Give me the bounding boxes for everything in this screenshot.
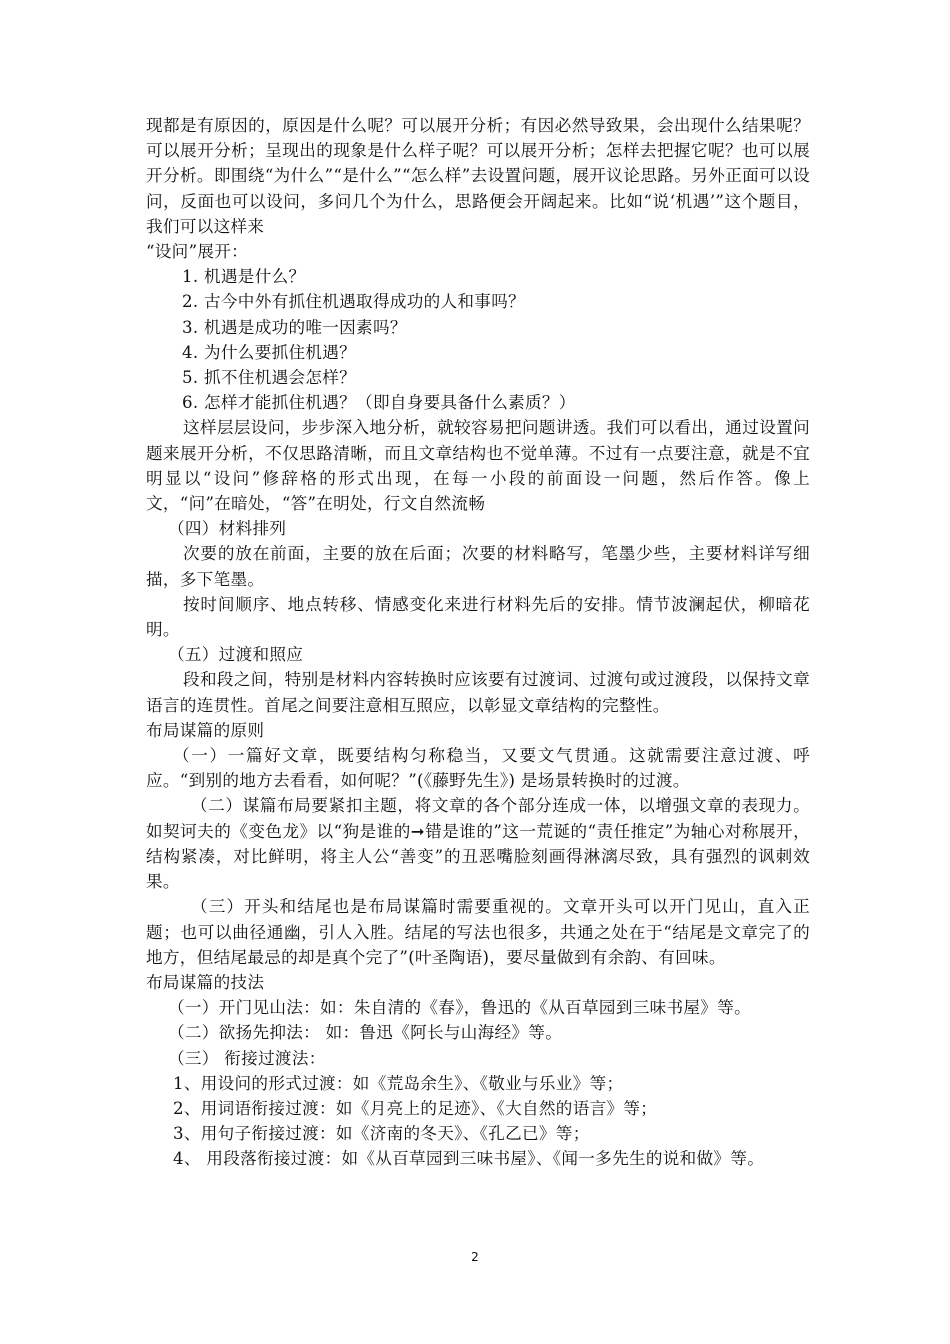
paragraph: （一）开门见山法：如：朱自清的《春》，鲁迅的《从百草园到三味书屋》等。 [168, 998, 751, 1018]
paragraph: （三） 衔接过渡法： [168, 1048, 326, 1068]
section-heading: 布局谋篇的原则 [146, 720, 265, 740]
list-item: 6. 怎样才能抓住机遇？（即自身要具备什么素质？） [182, 393, 576, 413]
list-item: 1、用设问的形式过渡：如《荒岛余生》、《敬业与乐业》等； [173, 1073, 624, 1093]
list-item: 5. 抓不住机遇会怎样？ [182, 368, 357, 388]
list-item: 2、用词语衔接过渡：如《月亮上的足迹》、《大自然的语言》等； [173, 1098, 658, 1118]
document-body [146, 113, 810, 1172]
page-number: 2 [471, 1250, 479, 1264]
section-heading: （五）过渡和照应 [168, 645, 304, 665]
paragraph: 按时间顺序、地点转移、情感变化来进行材料先后的安排。情节波澜起伏，柳暗花明。 [146, 594, 810, 640]
list-item: 4、 用段落衔接过渡：如《从百草园到三味书屋》、《闻一多先生的说和做》等。 [173, 1149, 765, 1169]
section-heading: （四）材料排列 [168, 519, 287, 539]
paragraph: “设问”展开： [146, 242, 249, 262]
list-item: 4. 为什么要抓住机遇？ [182, 342, 357, 362]
paragraph: 段和段之间，特别是材料内容转换时应该要有过渡词、过渡句或过渡段，以保持文章语言的连贯性。首尾之间要注意相互照应，以彰显文章结构的完整性。 [146, 670, 810, 715]
section-heading: 布局谋篇的技法 [146, 972, 265, 992]
paragraph: （二）谋篇布局要紧扣主题，将文章的各个部分连成一体，以增强文章的表现力。如契诃夫的《变色龙》以“狗是谁的➞错是谁的”这一荒诞的“责任推定”为轴心对称展开，结构紧凑，对比鲜明，将主人公“善变”的丑恶嘴脸刻画得淋漓尽致，具有强烈的讽刺效果。 [146, 796, 810, 892]
list-item: 3. 机遇是成功的唯一因素吗？ [182, 317, 407, 337]
paragraph: 次要的放在前面，主要的放在后面；次要的材料略写，笔墨少些，主要材料详写细描，多下笔墨。 [146, 544, 810, 589]
list-item: 2. 古今中外有抓住机遇取得成功的人和事吗？ [182, 292, 525, 312]
paragraph: （三）开头和结尾也是布局谋篇时需要重视的。文章开头可以开门见山，直入正题；也可以曲径通幽，引人入胜。结尾的写法也很多，共通之处在于“结尾是文章完了的地方，但结尾最忌的却是真个完了”(叶圣陶语)，要尽量做到有余韵、有回味。 [146, 897, 810, 967]
paragraph: （二）欲扬先抑法： 如：鲁迅《阿长与山海经》等。 [168, 1023, 563, 1043]
paragraph: 现都是有原因的，原因是什么呢？可以展开分析；有因必然导致果，会出现什么结果呢？可以展开分析；呈现出的现象是什么样子呢？可以展开分析；怎样去把握它呢？也可以展开分析。即围绕“为什么”“是什么”“怎么样”去设置问题，展开议论思路。另外正面可以设问，反面也可以设问，多问几个为什么，思路便会开阔起来。比如“说‘机遇’”这个题目，我们可以这样来 [146, 116, 810, 236]
list-item: 3、用句子衔接过渡：如《济南的冬天》、《孔乙已》等； [173, 1124, 590, 1144]
paragraph: （一）一篇好文章，既要结构匀称稳当，又要文气贯通。这就需要注意过渡、呼应。“到别的地方去看看，如何呢？”(《藤野先生》) 是场景转换时的过渡。 [146, 746, 810, 791]
list-item: 1. 机遇是什么？ [182, 267, 306, 287]
paragraph: 这样层层设问，步步深入地分析，就较容易把问题讲透。我们可以看出，通过设置问题来展开分析，不仅思路清晰，而且文章结构也不觉单薄。不过有一点要注意，就是不宜明显以“设问”修辞格的形式出现，在每一小段的前面设一问题，然后作答。像上文，“问”在暗处，“答”在明处，行文自然流畅 [146, 418, 810, 514]
